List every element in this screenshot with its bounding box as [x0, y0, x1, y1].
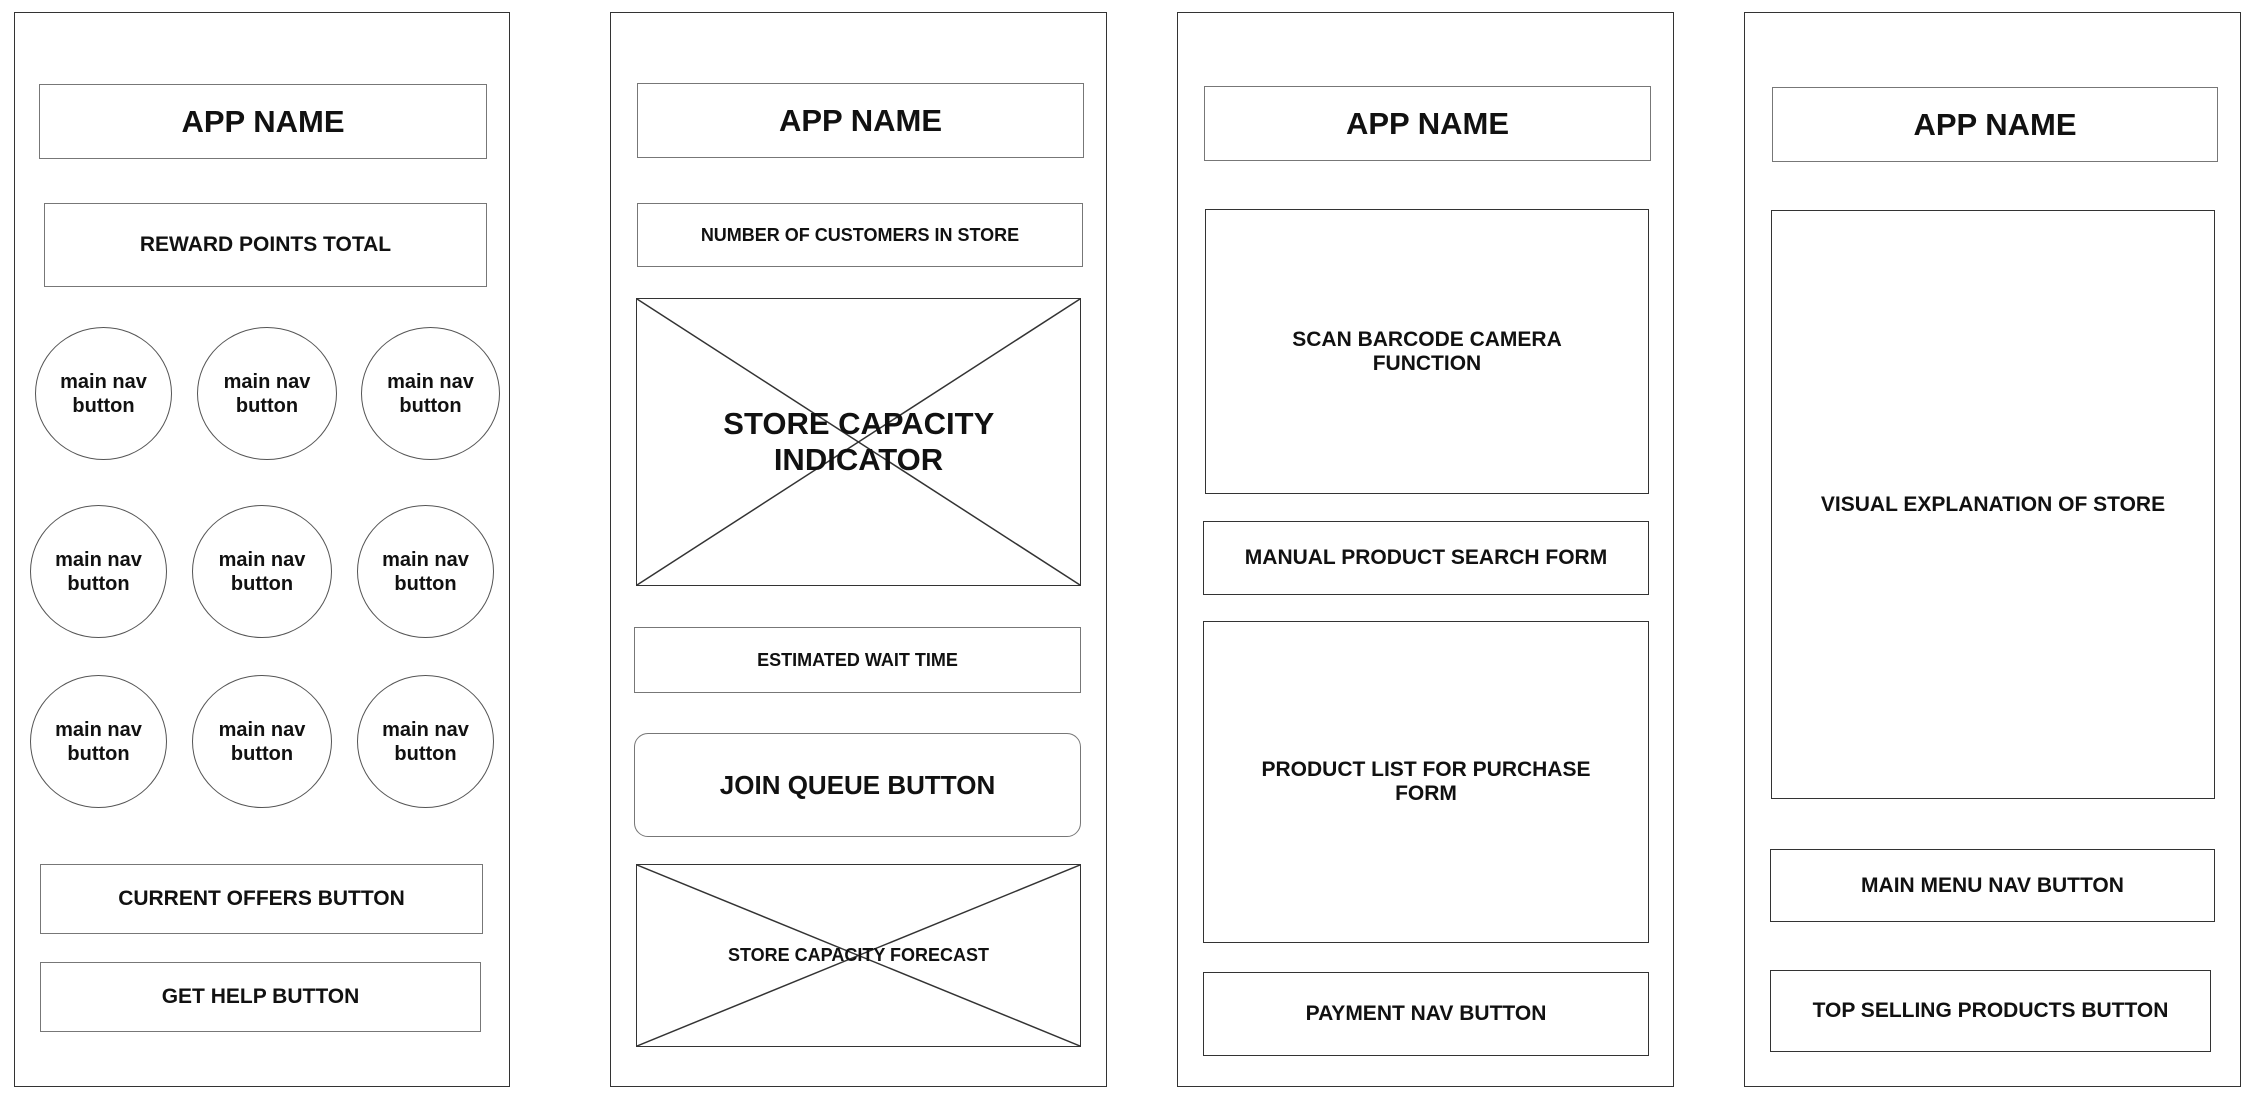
product-list-label: PRODUCT LIST FOR PURCHASE — [1261, 758, 1591, 781]
customers-in-store-label: NUMBER OF CUSTOMERS IN STORE — [700, 224, 1020, 245]
manual-product-search-form[interactable] — [1203, 521, 1649, 595]
wireframe-screen-store-map — [1744, 12, 2241, 1087]
main-nav-button[interactable]: main nav button — [30, 675, 167, 808]
main-menu-nav-button[interactable] — [1770, 849, 2215, 922]
main-nav-button[interactable]: main nav button — [361, 327, 500, 460]
visual-explanation-label: VISUAL EXPLANATION OF STORE — [1820, 492, 2166, 516]
wireframe-screen-home — [14, 12, 510, 1087]
main-nav-button[interactable]: main nav button — [357, 505, 494, 638]
main-nav-button[interactable]: main nav button — [35, 327, 172, 460]
scan-barcode-camera-area[interactable]: SCAN BARCODE CAMERA FUNCTION — [1205, 209, 1649, 494]
get-help-button[interactable] — [40, 962, 481, 1032]
app-name-header — [1204, 86, 1651, 161]
visual-explanation-of-store — [1771, 210, 2215, 799]
app-name-label: APP NAME — [1913, 106, 2077, 142]
wireframe-screen-store-capacity — [610, 12, 1107, 1087]
manual-product-search-label: MANUAL PRODUCT SEARCH FORM — [1244, 546, 1608, 569]
get-help-label: GET HELP BUTTON — [161, 985, 360, 1008]
payment-nav-label: PAYMENT NAV BUTTON — [1305, 1002, 1547, 1025]
app-name-label: APP NAME — [778, 102, 943, 138]
current-offers-label: CURRENT OFFERS BUTTON — [118, 887, 405, 910]
join-queue-button[interactable] — [634, 733, 1081, 837]
store-capacity-indicator-label: STORE CAPACITY — [723, 406, 994, 441]
app-name-label: APP NAME — [1345, 105, 1510, 141]
app-name-label: APP NAME — [181, 103, 345, 139]
main-nav-button[interactable]: main nav button — [197, 327, 337, 460]
scan-barcode-label: SCAN BARCODE CAMERA — [1292, 327, 1562, 351]
main-nav-button[interactable]: main nav button — [357, 675, 494, 808]
main-menu-nav-label: MAIN MENU NAV BUTTON — [1861, 873, 2124, 897]
app-name-header — [39, 84, 487, 159]
main-nav-button[interactable]: main nav button — [192, 675, 332, 808]
main-nav-button[interactable]: main nav button — [192, 505, 332, 638]
app-name-header — [1772, 87, 2218, 162]
product-list-purchase-form[interactable]: PRODUCT LIST FOR PURCHASE FORM — [1203, 621, 1649, 943]
reward-points-label: REWARD POINTS TOTAL — [139, 233, 392, 256]
app-name-header — [637, 83, 1084, 158]
customers-in-store-box — [637, 203, 1083, 267]
current-offers-button[interactable] — [40, 864, 483, 934]
main-nav-button[interactable]: main nav button — [30, 505, 167, 638]
wireframe-screen-scan-purchase — [1177, 12, 1674, 1087]
estimated-wait-time-box — [634, 627, 1081, 693]
reward-points-total-box — [44, 203, 487, 287]
top-selling-products-label: TOP SELLING PRODUCTS BUTTON — [1812, 999, 2169, 1022]
store-capacity-forecast-label: STORE CAPACITY FORECAST — [727, 945, 990, 965]
top-selling-products-button[interactable] — [1770, 970, 2211, 1052]
store-capacity-indicator-placeholder: STORE CAPACITY INDICATOR — [636, 298, 1081, 586]
estimated-wait-time-label: ESTIMATED WAIT TIME — [757, 649, 958, 670]
store-capacity-forecast-placeholder — [636, 864, 1081, 1047]
join-queue-label: JOIN QUEUE BUTTON — [719, 769, 996, 800]
payment-nav-button[interactable] — [1203, 972, 1649, 1056]
